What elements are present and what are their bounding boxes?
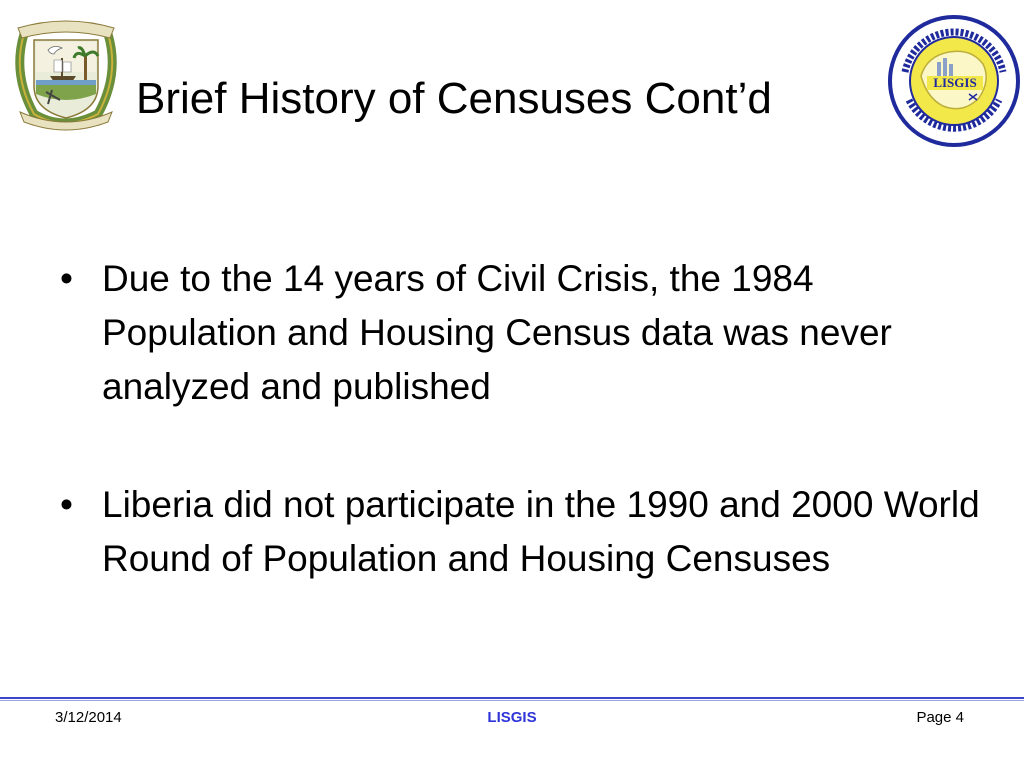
list-item <box>60 252 980 414</box>
liberia-seal-logo <box>4 14 128 132</box>
bullet-marker: • <box>60 484 73 525</box>
bullet-list <box>60 252 980 650</box>
bullet-text: Due to the 14 years of Civil Crisis, the 1984 Population and Housing Census data was never analyzed and published <box>102 258 892 407</box>
page-title: Brief History of Censuses Cont’d <box>136 74 772 123</box>
liberia-seal-icon <box>4 14 128 132</box>
footer-page-number: Page 4 <box>916 709 964 726</box>
footer-date: 3/12/2014 <box>55 709 122 726</box>
lisgis-logo-text: LISGIS <box>933 75 977 90</box>
bullet-text: Liberia did not participate in the 1990 and 2000 World Round of Population and Housing Censuses <box>102 484 980 579</box>
lisgis-logo <box>887 14 1021 148</box>
footer-organization: LISGIS <box>487 709 537 726</box>
bullet-marker: • <box>60 258 73 299</box>
footer-divider-secondary <box>0 700 1024 701</box>
list-item <box>60 478 980 586</box>
lisgis-logo-icon <box>887 14 1021 148</box>
footer-divider <box>0 697 1024 699</box>
